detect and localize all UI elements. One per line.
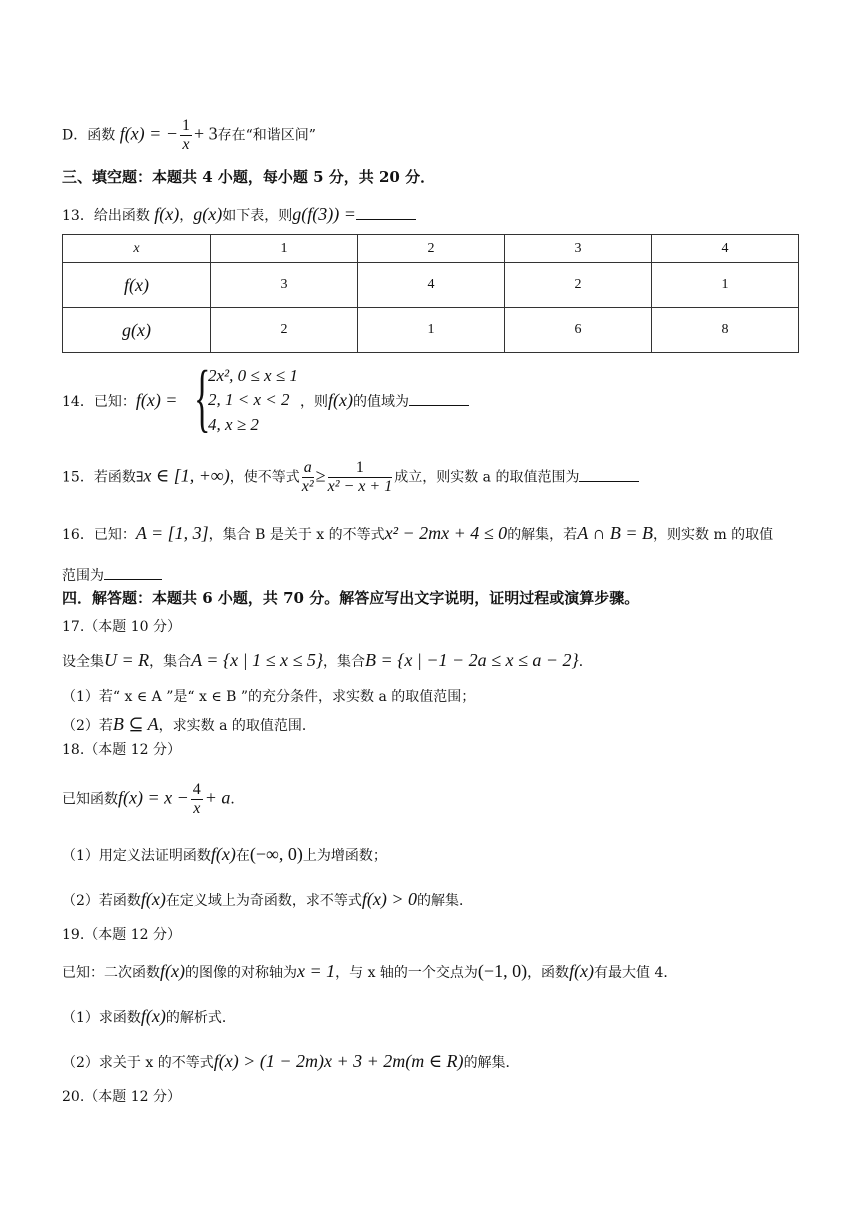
- answer-blank: [409, 391, 469, 406]
- fraction-four-over-x: $\frac{4}{x}$: [192, 781, 201, 817]
- section-3-title: 三、填空题：本题共 4 小题，每小题 5 分，共 20 分．: [62, 168, 436, 186]
- question-15: 15．若函数∃x ∈ [1, +∞)，使不等式 $\frac{a}{\text{x²}}$ ≥ $\frac{1}{\text{x² − x + 1}}$ 成立，则实数 a 的取值范围为: [62, 460, 639, 495]
- question-18-intro: 已知函数f(x) = x − $\frac{4}{x}$ + a．: [62, 781, 245, 817]
- question-18-part-1: （1）用定义法证明函数f(x)在(−∞, 0)上为增函数；: [62, 844, 387, 864]
- question-18-part-2: （2）若函数f(x)在定义域上为奇函数，求不等式f(x) > 0的解集．: [62, 889, 474, 909]
- answer-blank: [104, 565, 162, 580]
- question-19-part-1: （1）求函数f(x)的解析式．: [62, 1006, 236, 1026]
- option-d-function: f(x) = −: [119, 123, 178, 144]
- table-row: g(x) 2 1 6 8: [63, 308, 799, 353]
- question-19-part-2: （2）求关于 x 的不等式f(x) > (1 − 2m)x + 3 + 2m(m ∈ R)的解集．: [62, 1051, 520, 1071]
- table-header-row: x 1 2 3 4: [63, 235, 799, 263]
- question-14-tail: ，则f(x)的值域为: [300, 391, 469, 409]
- option-d: D．函数 f(x) = − $\frac{1}{x}$ + 3存在“和谐区间”: [62, 117, 316, 153]
- fraction-a-over-x2: $\frac{a}{\text{x²}}$: [301, 459, 314, 495]
- function-table: [62, 234, 799, 353]
- question-20-head: 20.（本题 12 分）: [62, 1089, 181, 1105]
- question-14: 14．已知：f(x) =: [62, 390, 178, 410]
- piecewise-case: 2x², 0 ≤ x ≤ 1: [208, 366, 298, 385]
- table-row: f(x) 3 4 2 1: [63, 263, 799, 308]
- question-17-part-1: （1）若“ x ∈ A ”是“ x ∈ B ”的充分条件，求实数 a 的取值范围；: [62, 689, 476, 705]
- answer-blank: [356, 205, 416, 220]
- answer-blank: [579, 467, 639, 482]
- question-17-head: 17.（本题 10 分）: [62, 619, 181, 635]
- piecewise-case: 4, x ≥ 2: [208, 415, 259, 434]
- question-17-part-2: （2）若B ⊆ A，求实数 a 的取值范围．: [62, 714, 316, 734]
- question-19-intro: 已知：二次函数f(x)的图像的对称轴为x = 1，与 x 轴的一个交点为(−1, 0)，函数f(x)有最大值 4．: [62, 961, 678, 981]
- question-16: 16．已知：A = [1, 3]，集合 B 是关于 x 的不等式x² − 2mx + 4 ≤ 0的解集，若A ∩ B = B，则实数 m 的取值: [62, 523, 774, 543]
- option-d-fraction: $\frac{1}{x}$: [181, 117, 190, 153]
- question-13: 13．给出函数 f(x)，g(x)如下表，则g(f(3)) =: [62, 205, 416, 223]
- fraction-one-over-poly: $\frac{1}{\text{x² − x + 1}}$: [327, 459, 393, 495]
- piecewise-case: 2, 1 < x < 2: [208, 390, 290, 409]
- question-16-line2: 范围为: [62, 565, 162, 583]
- piecewise-brace: {: [194, 356, 211, 440]
- section-4-title: 四．解答题：本题共 6 小题，共 70 分。解答应写出文字说明，证明过程或演算步骤。: [62, 589, 640, 607]
- question-18-head: 18.（本题 12 分）: [62, 742, 181, 758]
- question-19-head: 19.（本题 12 分）: [62, 927, 181, 943]
- question-17-intro: 设全集U = R，集合A = {x | 1 ≤ x ≤ 5}，集合B = {x | −1 − 2a ≤ x ≤ a − 2}．: [62, 650, 593, 670]
